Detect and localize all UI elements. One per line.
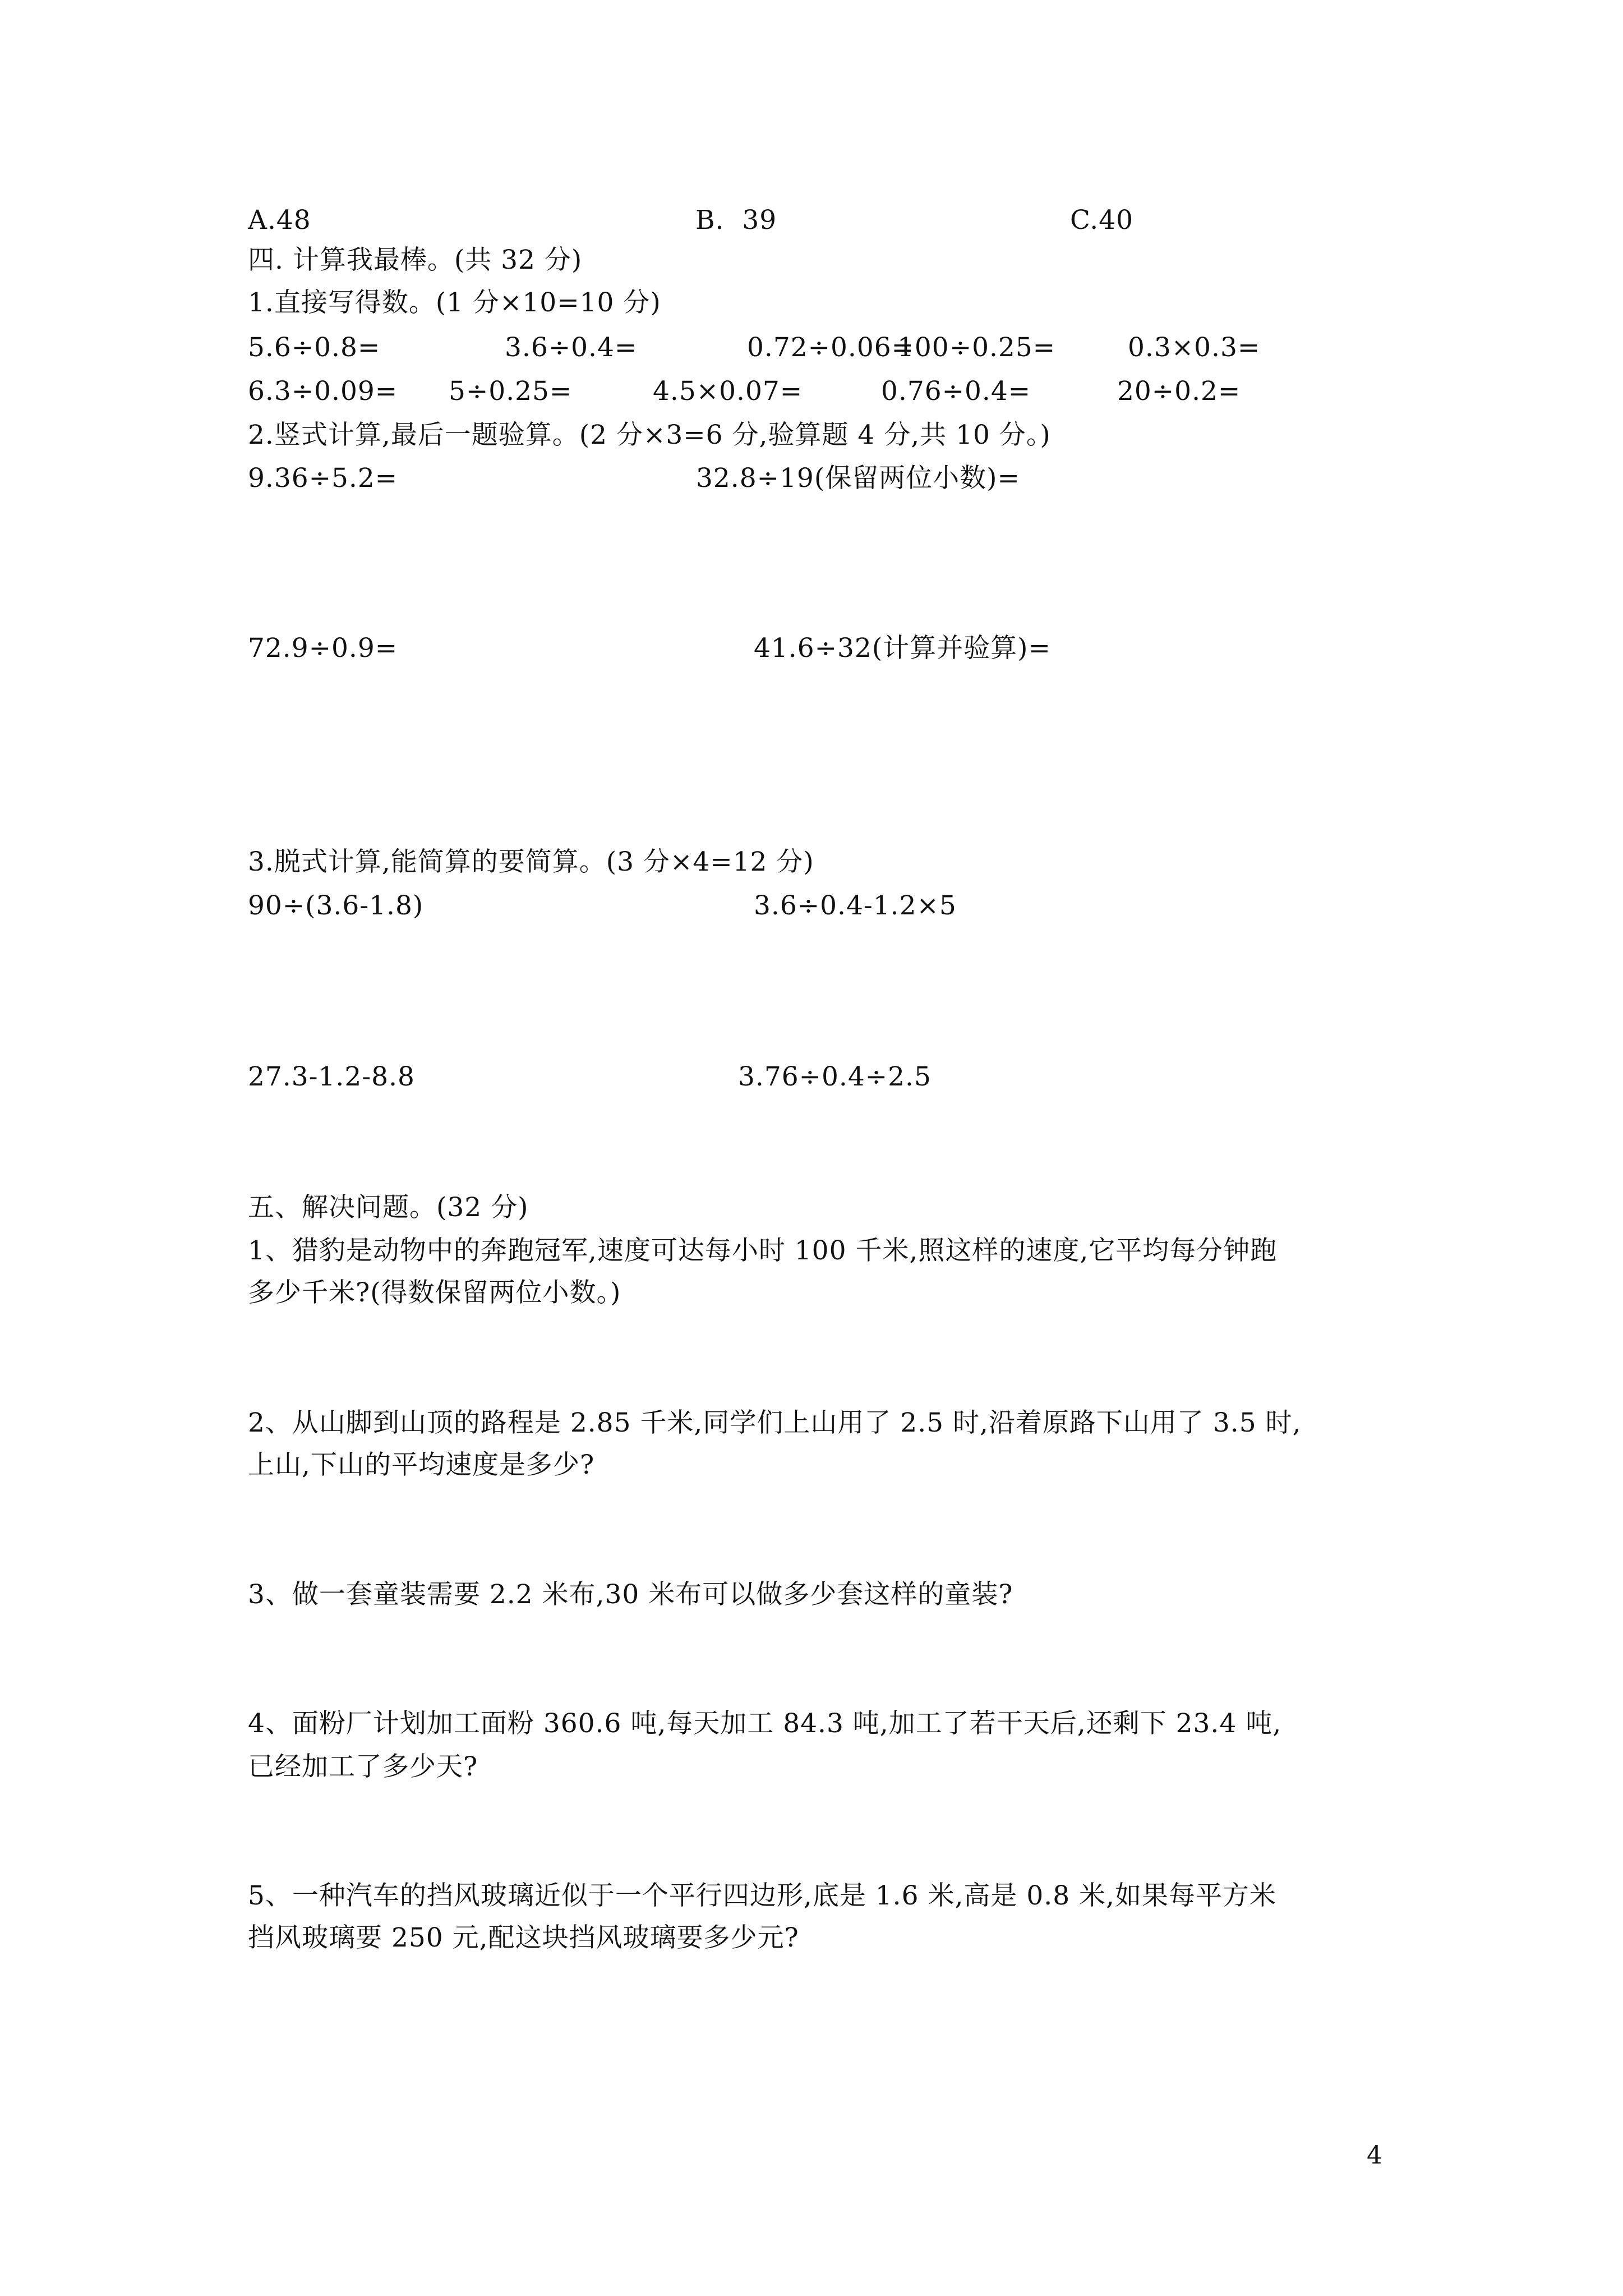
section4-title: 四. 计算我最棒。(共 32 分) xyxy=(248,245,583,275)
problem-4-line-1: 4、面粉厂计划加工面粉 360.6 吨,每天加工 84.3 吨,加工了若干天后,还剩下 23.4 吨, xyxy=(248,1708,1282,1739)
q2-item: 41.6÷32(计算并验算)= xyxy=(754,633,1051,664)
q3-item: 90÷(3.6-1.8) xyxy=(248,890,424,921)
problem-4-line-2: 已经加工了多少天? xyxy=(248,1751,478,1782)
q3-item: 3.76÷0.4÷2.5 xyxy=(738,1061,932,1092)
section5-title: 五、解决问题。(32 分) xyxy=(248,1192,529,1223)
q2-item: 9.36÷5.2= xyxy=(248,463,398,494)
q1-item: 5.6÷0.8= xyxy=(248,332,381,363)
q1-item: 5÷0.25= xyxy=(449,376,573,407)
q1-item: 0.76÷0.4= xyxy=(881,376,1031,407)
q1-item: 20÷0.2= xyxy=(1117,376,1241,407)
choice-c: C.40 xyxy=(1070,205,1134,236)
q2-title: 2.竖式计算,最后一题验算。(2 分×3=6 分,验算题 4 分,共 10 分。) xyxy=(248,420,1051,450)
q1-title: 1.直接写得数。(1 分×10=10 分) xyxy=(248,287,661,318)
problem-5-line-2: 挡风玻璃要 250 元,配这块挡风玻璃要多少元? xyxy=(248,1922,799,1953)
q1-item: 3.6÷0.4= xyxy=(505,332,638,363)
problem-5-line-1: 5、一种汽车的挡风玻璃近似于一个平行四边形,底是 1.6 米,高是 0.8 米,如果每平方米 xyxy=(248,1880,1276,1911)
q1-item: 0.3×0.3= xyxy=(1128,332,1261,363)
q1-item: 100÷0.25= xyxy=(897,332,1056,363)
q3-item: 3.6÷0.4-1.2×5 xyxy=(754,890,957,921)
q1-item: 0.72÷0.06= xyxy=(747,332,915,363)
problem-2-line-2: 上山,下山的平均速度是多少? xyxy=(248,1450,595,1480)
choice-a: A.48 xyxy=(248,205,311,236)
page-number: 4 xyxy=(1367,2141,1382,2170)
q1-item: 6.3÷0.09= xyxy=(248,376,398,407)
q1-item: 4.5×0.07= xyxy=(653,376,803,407)
q2-item: 72.9÷0.9= xyxy=(248,633,398,664)
problem-1-line-2: 多少千米?(得数保留两位小数。) xyxy=(248,1277,621,1308)
choice-b: B. 39 xyxy=(695,205,777,236)
problem-1-line-1: 1、猎豹是动物中的奔跑冠军,速度可达每小时 100 千米,照这样的速度,它平均每分钟跑 xyxy=(248,1235,1278,1266)
q3-item: 27.3-1.2-8.8 xyxy=(248,1061,415,1092)
q3-title: 3.脱式计算,能简算的要简算。(3 分×4=12 分) xyxy=(248,846,814,877)
problem-2-line-1: 2、从山脚到山顶的路程是 2.85 千米,同学们上山用了 2.5 时,沿着原路下山用了 3.5 时, xyxy=(248,1407,1302,1438)
problem-3-line-1: 3、做一套童装需要 2.2 米布,30 米布可以做多少套这样的童装? xyxy=(248,1579,1013,1610)
q2-item: 32.8÷19(保留两位小数)= xyxy=(696,463,1020,494)
